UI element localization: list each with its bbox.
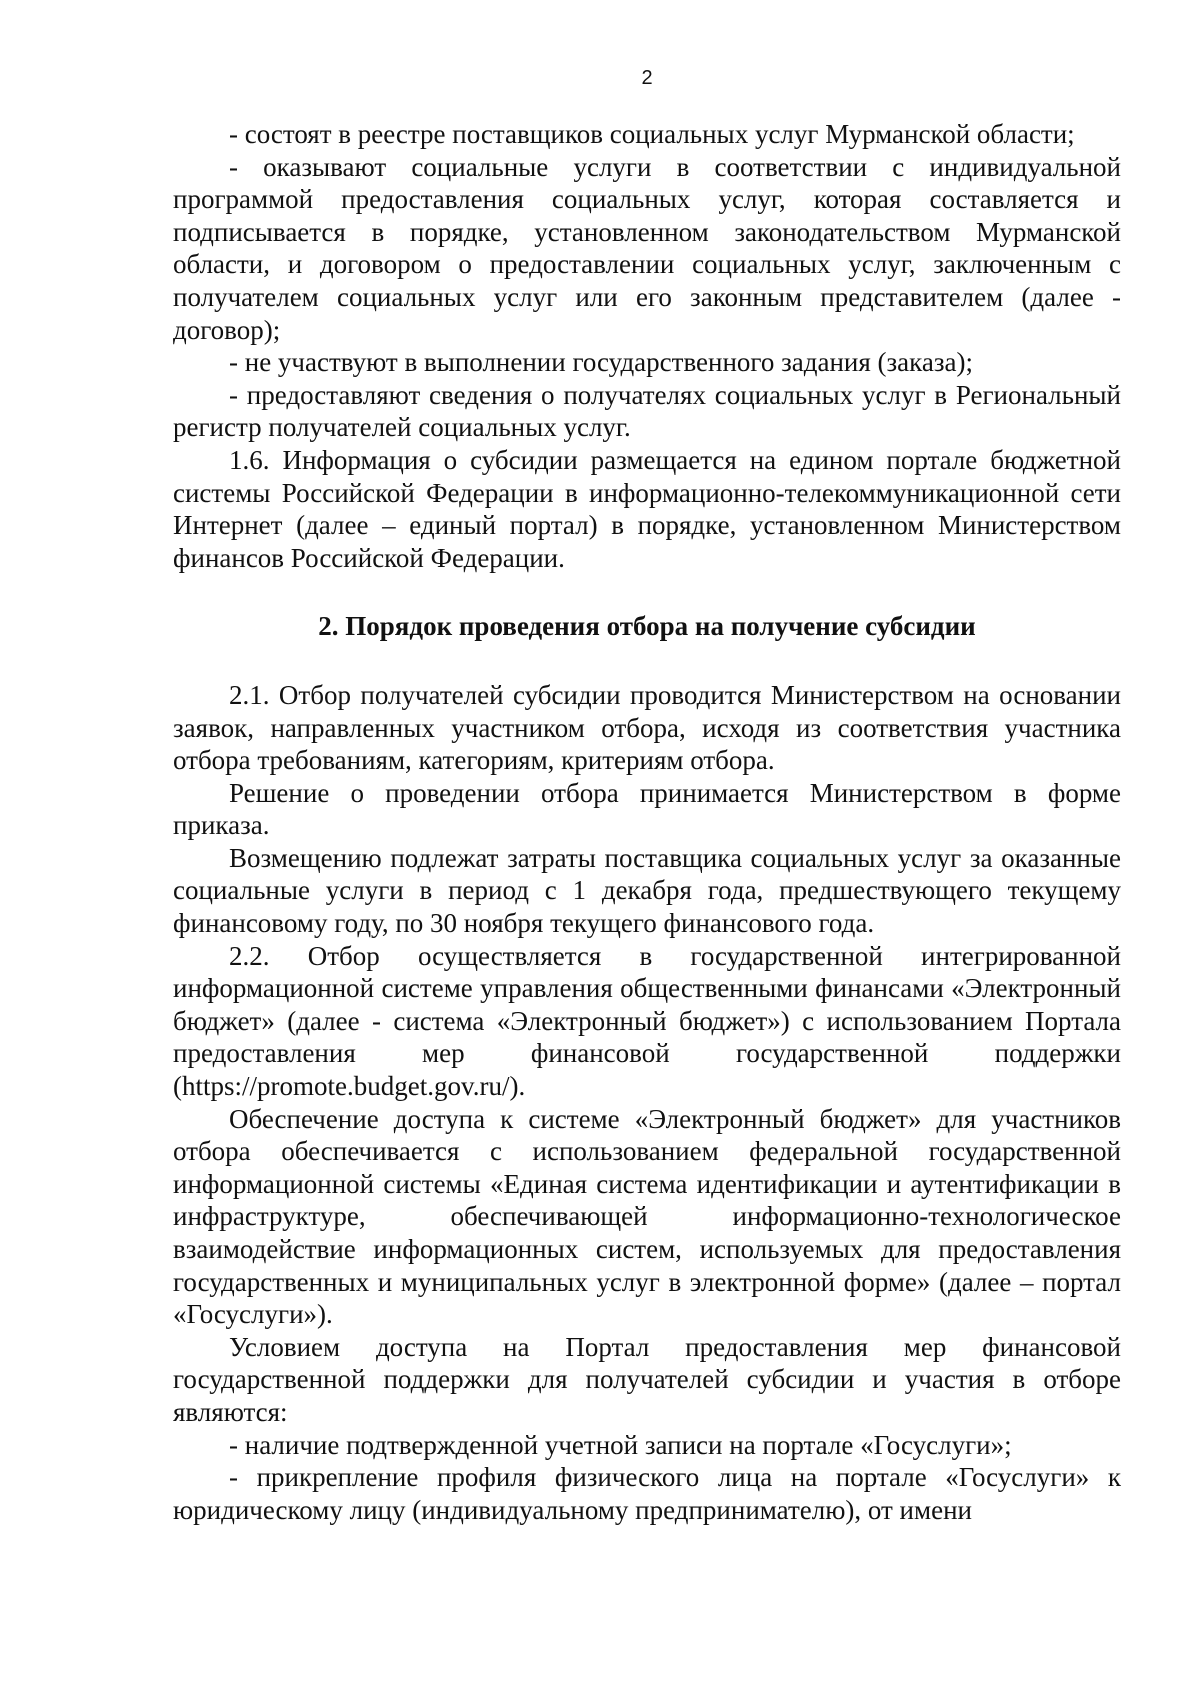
paragraph-2-1: 2.1. Отбор получателей субсидии проводится Министерством на основании заявок, направленных участником отбора, исходя из соответствия участника отбора требованиям, категориям, критериям отбора.: [173, 679, 1121, 776]
paragraph-1-6: 1.6. Информация о субсидии размещается на едином портале бюджетной системы Российской Федерации в информационно-телекоммуникационной сети Интернет (далее – единый портал) в порядке, установленном Министерством финансов Российской Федерации.: [173, 444, 1121, 573]
document-page: [173, 66, 1121, 1526]
paragraph-individual-program: - оказывают социальные услуги в соответствии с индивидуальной программой предоставления социальных услуг, которая составляется и подписывается в порядке, установленном законодательством Мурманской области, и договором о предоставлении социальных услуг, заключенным с получателем социальных услуг или его законным представителем (далее - договор);: [173, 151, 1121, 345]
paragraph-regional-register: - предоставляют сведения о получателях социальных услуг в Региональный регистр получателей социальных услуг.: [173, 379, 1121, 443]
paragraph-access: Обеспечение доступа к системе «Электронный бюджет» для участников отбора обеспечивается с использованием федеральной государственной информационной системы «Единая система идентификации и аутентификации в инфраструктуре, обеспечивающей информационно-технологическое взаимодействие информационных систем, используемых для предоставления государственных и муниципальных услуг в электронной форме» (далее – портал «Госуслуги»).: [173, 1103, 1121, 1330]
page-number: 2: [641, 67, 653, 89]
paragraph-2-2: 2.2. Отбор осуществляется в государственной интегрированной информационной системе управления общественными финансами «Электронный бюджет» (далее - система «Электронный бюджет») с использованием Портала предоставления мер финансовой государственной поддержки (https://promote.budget.gov.ru/).: [173, 940, 1121, 1102]
paragraph-reimbursement: Возмещению подлежат затраты поставщика социальных услуг за оказанные социальные услуги в период с 1 декабря года, предшествующего текущему финансовому году, по 30 ноября текущего финансового года.: [173, 842, 1121, 939]
paragraph-state-task: - не участвуют в выполнении государственного задания (заказа);: [229, 347, 973, 378]
section-heading: 2. Порядок проведения отбора на получение субсидии: [318, 611, 976, 642]
paragraph-account: - наличие подтвержденной учетной записи на портале «Госуслуги»;: [229, 1429, 1012, 1460]
paragraph-registry: - состоят в реестре поставщиков социальных услуг Мурманской области;: [229, 119, 1075, 149]
paragraph-profile: - прикрепление профиля физического лица на портале «Госуслуги» к юридическому лицу (индивидуальному предпринимателю), от имени: [173, 1462, 1121, 1525]
paragraph-decision: Решение о проведении отбора принимается Министерством в форме приказа.: [173, 777, 1121, 841]
paragraph-access-condition: Условием доступа на Портал предоставления мер финансовой государственной поддержки для получателей субсидии и участия в отборе являются:: [173, 1331, 1121, 1427]
